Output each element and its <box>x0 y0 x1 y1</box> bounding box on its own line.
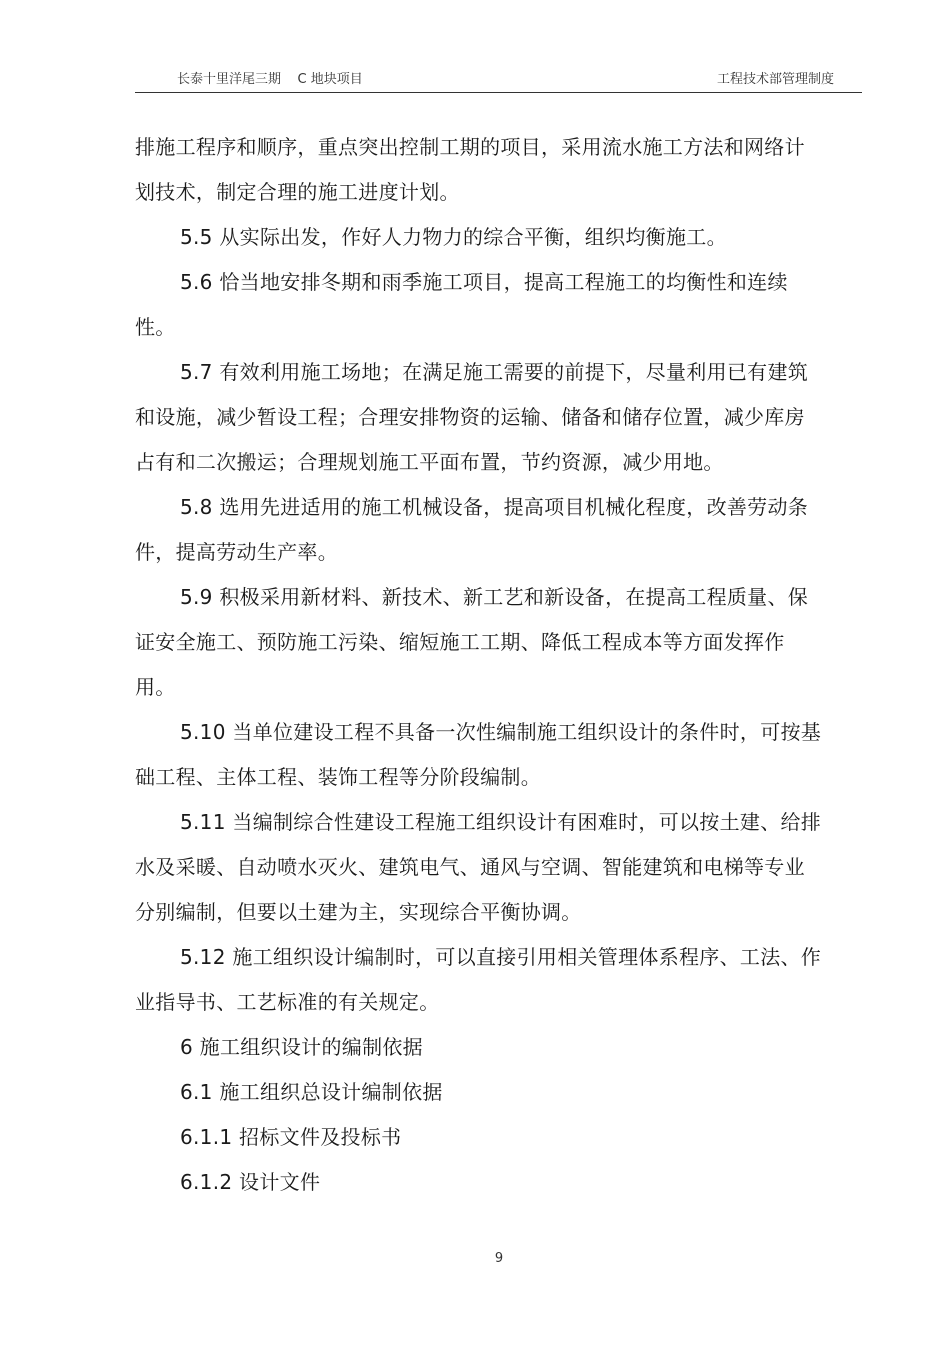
paragraph: 5.5 从实际出发，作好人力物力的综合平衡，组织均衡施工。 <box>180 225 727 249</box>
section-heading: 6 施工组织设计的编制依据 <box>180 1035 423 1059</box>
paragraph: 5.12 施工组织设计编制时，可以直接引用相关管理体系程序、工法、作业指导书、工艺标准的有关规定。 <box>135 945 822 1014</box>
header-project-name: 长泰十里洋尾三期 C 地块项目 <box>177 72 363 87</box>
header-document-title: 工程技术部管理制度 <box>716 72 834 87</box>
paragraph: 排施工程序和顺序，重点突出控制工期的项目，采用流水施工方法和网络计划技术，制定合理的施工进度计划。 <box>135 135 805 204</box>
paragraph: 5.11 当编制综合性建设工程施工组织设计有困难时，可以按土建、给排水及采暖、自动喷水灭火、建筑电气、通风与空调、智能建筑和电梯等专业分别编制，但要以土建为主，实现综合平衡协调。 <box>135 810 822 924</box>
paragraph: 5.8 选用先进适用的施工机械设备，提高项目机械化程度，改善劳动条件，提高劳动生产率。 <box>135 495 809 564</box>
paragraph: 5.7 有效利用施工场地；在满足施工需要的前提下，尽量利用已有建筑和设施，减少暂设工程；合理安排物资的运输、储备和储存位置，减少库房占有和二次搬运；合理规划施工平面布置，节约资源，减少用地。 <box>135 360 809 474</box>
page-number: 9 <box>494 1251 504 1266</box>
list-item: 6.1.1 招标文件及投标书 <box>180 1125 402 1149</box>
list-item: 6.1.2 设计文件 <box>180 1170 321 1194</box>
subsection-heading: 6.1 施工组织总设计编制依据 <box>180 1080 443 1104</box>
page-header <box>135 64 862 93</box>
document-body <box>135 125 825 1205</box>
paragraph: 5.6 恰当地安排冬期和雨季施工项目，提高工程施工的均衡性和连续性。 <box>135 270 788 339</box>
paragraph: 5.10 当单位建设工程不具备一次性编制施工组织设计的条件时，可按基础工程、主体工程、装饰工程等分阶段编制。 <box>135 720 822 789</box>
paragraph: 5.9 积极采用新材料、新技术、新工艺和新设备，在提高工程质量、保证安全施工、预防施工污染、缩短施工工期、降低工程成本等方面发挥作用。 <box>135 585 809 699</box>
